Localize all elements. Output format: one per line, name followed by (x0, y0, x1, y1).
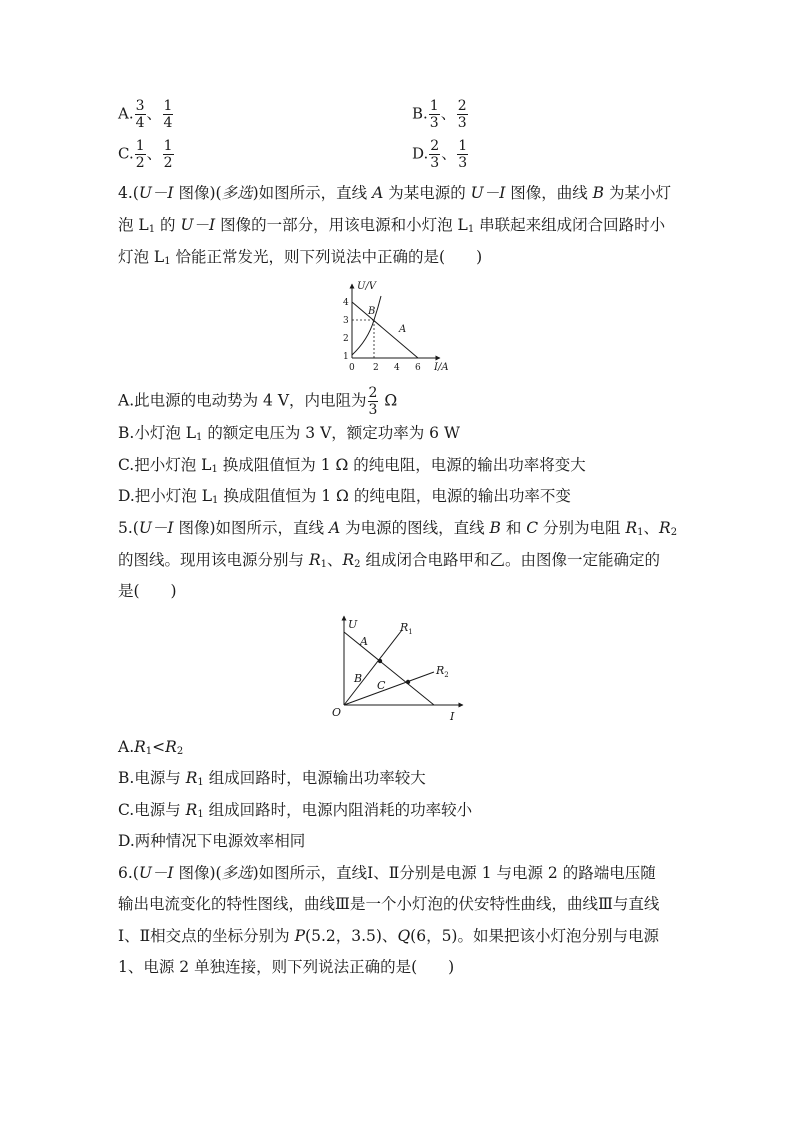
q4-ui-graph (330, 278, 460, 376)
q4-option-d[interactable]: D.把小灯泡 $L_1$ 换成阻值恒为 1 Ω 的纯电阻，电源的输出功率不变 (118, 487, 571, 506)
line-b-r1 (344, 630, 402, 705)
q5-option-d[interactable]: D.两种情况下电源效率相同 (118, 832, 306, 850)
fraction: $\frac{1}{4}$ (163, 98, 173, 131)
q3-option-d[interactable]: D. $\frac{2}{3}$ 、 $\frac{1}{3}$ (412, 138, 468, 171)
line-a (352, 302, 418, 358)
fraction: $\frac{3}{4}$ (135, 98, 145, 131)
q5-stem-line-2: 的图线。现用该电源分别与 $R_1$、$R_2$ 组成闭合电路甲和乙。由图像一定能确定的 (118, 551, 660, 570)
fraction: $\frac{2}{3}$ (368, 385, 378, 418)
y-tick-label: 3 (343, 316, 349, 326)
q4-stem-line-2: 泡 $L_1$ 的 U－I 图像的一部分，用该电源和小灯泡 $L_1$ 串联起来组成闭合回路时小 (118, 216, 666, 235)
intersection-point (378, 659, 382, 663)
x-tick-label: 2 (373, 363, 379, 373)
q5-option-b[interactable]: B.电源与 $R_1$ 组成回路时，电源输出功率较大 (118, 769, 426, 788)
line-a (344, 632, 434, 705)
q6-stem-line-2: 输出电流变化的特性图线，曲线Ⅲ是一个小灯泡的伏安特性曲线，曲线Ⅲ与直线 (118, 895, 660, 913)
q5-ui-graph (330, 612, 470, 724)
origin-label: O (332, 706, 342, 719)
fraction: $\frac{2}{3}$ (457, 98, 467, 131)
q4-stem-line-1: 4.(U－I 图像)(多选)如图所示，直线 A 为某电源的 U－I 图像，曲线 B 为某小灯 (118, 184, 671, 202)
q5-stem-line-1: 5.(U－I 图像)如图所示，直线 A 为电源的图线，直线 B 和 C 分别为电阻 $R_1$、$R_2$ (118, 519, 678, 538)
fraction: $\frac{1}{3}$ (429, 98, 439, 131)
q4-option-c[interactable]: C.把小灯泡 $L_1$ 换成阻值恒为 1 Ω 的纯电阻，电源的输出功率将变大 (118, 456, 586, 475)
q4-stem-line-3: 灯泡 $L_1$ 恰能正常发光，则下列说法中正确的是( ) (118, 248, 483, 267)
q3-option-a[interactable]: A. $\frac{3}{4}$ 、 $\frac{1}{4}$ (118, 98, 173, 131)
y-tick-label: 2 (343, 334, 349, 344)
x-tick-label: 0 (349, 363, 355, 373)
q4-option-b[interactable]: B.小灯泡 $L_1$ 的额定电压为 3 V，额定功率为 6 W (118, 424, 460, 443)
curve-b-label: B (368, 306, 376, 317)
fraction: $\frac{1}{3}$ (458, 138, 468, 171)
x-tick-label: 4 (394, 363, 400, 373)
x-axis-label: I/A (434, 362, 449, 373)
fraction: $\frac{1}{2}$ (163, 138, 173, 171)
q6-stem-line-4: 1、电源 2 单独连接，则下列说法正确的是( ) (118, 958, 455, 976)
intersection-point (406, 680, 410, 684)
curve-b (352, 296, 381, 355)
q4-option-a[interactable]: A.此电源的电动势为 4 V，内电阻为 $\frac{2}{3}$ Ω (118, 385, 398, 418)
r2-label: $R_2$ (436, 664, 449, 679)
q5-stem-line-3: 是( ) (118, 582, 177, 600)
line-b-label: B (354, 672, 363, 685)
line-a-label: A (399, 324, 407, 335)
line-c-label: C (377, 679, 386, 692)
q6-stem-line-3: Ⅰ、Ⅱ相交点的坐标分别为 P(5.2，3.5)、Q(6，5)。如果把该小灯泡分别与电源 (118, 927, 659, 945)
y-tick-label: 4 (343, 298, 349, 308)
q3-option-b[interactable]: B. $\frac{1}{3}$ 、 $\frac{2}{3}$ (412, 98, 467, 131)
q5-option-a[interactable]: $A.R_1<R_2$ (118, 738, 184, 757)
fraction: $\frac{1}{2}$ (135, 138, 145, 171)
i-axis-label: I (450, 710, 455, 723)
fraction: $\frac{2}{3}$ (430, 138, 440, 171)
r1-label: $R_1$ (400, 621, 413, 636)
u-axis-label: U (348, 618, 358, 631)
q6-stem-line-1: 6.(U－I 图像)(多选)如图所示，直线Ⅰ、Ⅱ分别是电源 1 与电源 2 的路端电压随 (118, 864, 656, 882)
q5-option-c[interactable]: C.电源与 $R_1$ 组成回路时，电源内阻消耗的功率较小 (118, 801, 473, 820)
y-tick-label: 1 (343, 352, 349, 362)
x-tick-label: 6 (415, 363, 421, 373)
q3-option-c[interactable]: C. $\frac{1}{2}$ 、 $\frac{1}{2}$ (118, 138, 173, 171)
line-a-label: A (360, 635, 368, 648)
y-axis-label: U/V (357, 281, 377, 292)
